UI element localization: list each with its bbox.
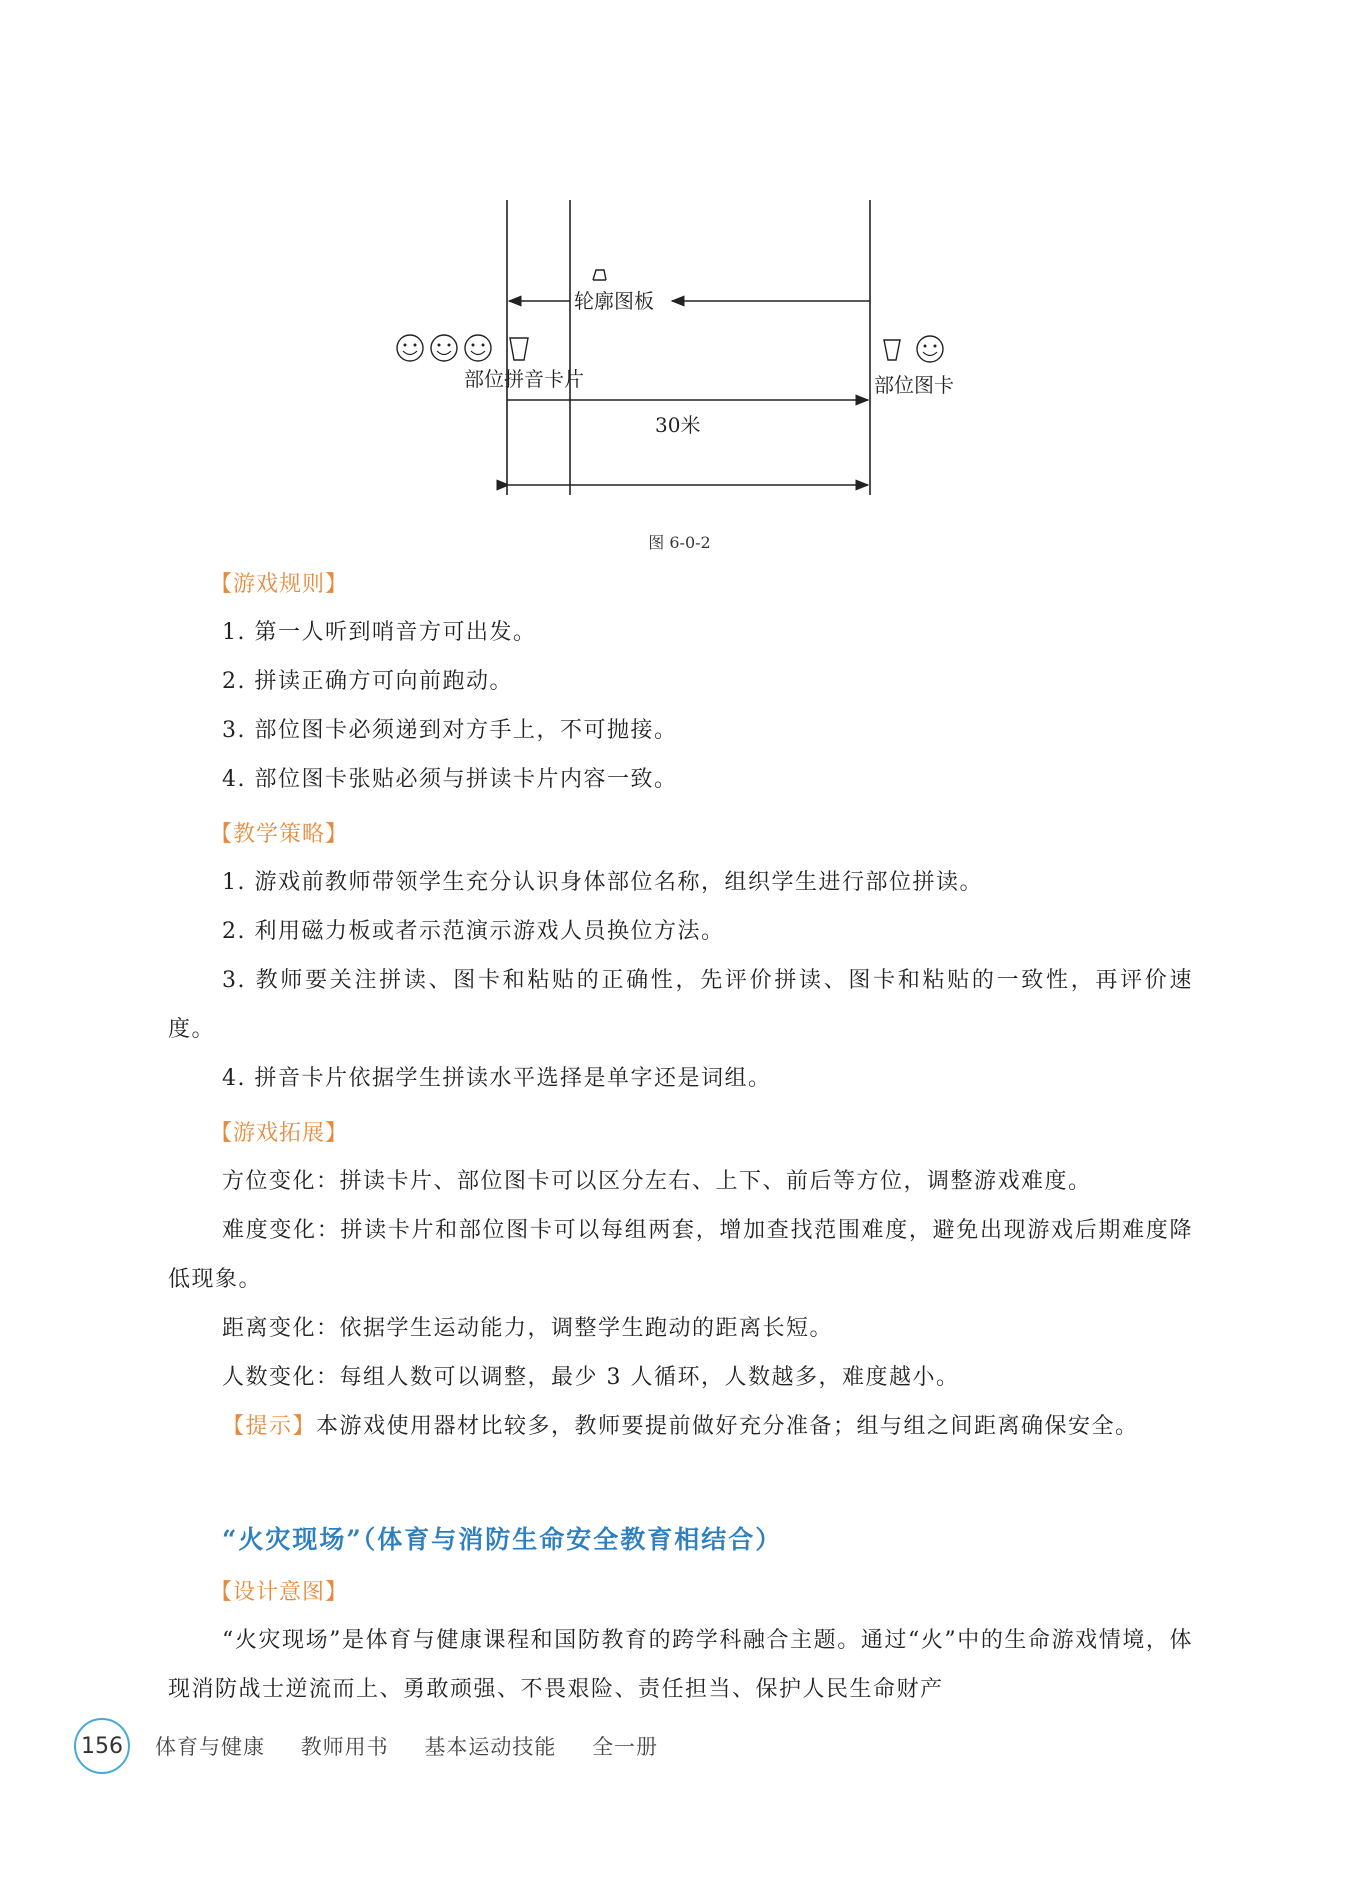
footer-item: 体育与健康 [155,1735,265,1759]
student-icon [431,335,457,361]
field-diagram-svg [390,200,954,510]
list-item: 2. 拼读正确方可向前跑动。 [222,669,513,694]
game-title: “火灾现场”（体育与消防生命安全教育相结合） [222,1525,783,1554]
list-item: 方位变化：拼读卡片、部位图卡可以区分左右、上下、前后等方位，调整游戏难度。 [222,1169,1092,1194]
list-item: 4. 部位图卡张贴必须与拼读卡片内容一致。 [222,767,678,792]
field-diagram [390,200,954,510]
student-icon [465,335,491,361]
student-icon [397,335,423,361]
design-paragraph: “火灾现场”是体育与健康课程和国防教育的跨学科融合主题。通过“火”中的生命游戏情境，体现消防战士逆流而上、勇敢顽强、不畏艰险、责任担当、保护人民生命财产 [168,1628,1193,1702]
list-item: 3. 部位图卡必须递到对方手上，不可抛接。 [222,718,678,743]
tip-text: 本游戏使用器材比较多，教师要提前做好充分准备；组与组之间距离确保安全。 [316,1414,1139,1439]
rules-list [168,608,1193,804]
tip-paragraph [168,1402,1193,1451]
board-icon [593,270,606,280]
footer-item: 基本运动技能 [424,1735,557,1759]
footer-book-info [155,1731,676,1761]
list-item: 1. 游戏前教师带领学生充分认识身体部位名称，组织学生进行部位拼读。 [222,870,983,895]
list-item: 距离变化：依据学生运动能力，调整学生跑动的距离长短。 [222,1316,834,1341]
design-heading: 【设计意图】 [210,1580,349,1605]
list-item: 人数变化：每组人数可以调整，最少 3 人循环，人数越多，难度越小。 [222,1365,960,1390]
figure-caption: 图 6-0-2 [648,533,711,552]
cone-icon [884,340,900,360]
rules-heading: 【游戏规则】 [210,572,349,597]
pinyin-card-label: 部位拼音卡片 [464,367,584,391]
footer-item: 全一册 [592,1735,659,1759]
strategy-list [168,858,1193,1103]
student-icon [917,336,943,362]
page-number: 156 [74,1718,130,1774]
list-item: 难度变化：拼读卡片和部位图卡可以每组两套，增加查找范围难度，避免出现游戏后期难度降低现象。 [168,1218,1193,1292]
strategy-heading: 【教学策略】 [210,822,349,847]
list-item: 4. 拼音卡片依据学生拼读水平选择是单字还是词组。 [222,1066,772,1091]
list-item: 3. 教师要关注拼读、图卡和粘贴的正确性，先评价拼读、图卡和粘贴的一致性，再评价速度。 [168,968,1193,1042]
extension-list [168,1157,1193,1451]
list-item: 2. 利用磁力板或者示范演示游戏人员换位方法。 [222,919,725,944]
distance-label: 30米 [655,413,701,437]
extension-heading: 【游戏拓展】 [210,1121,349,1146]
tip-label: 【提示】 [222,1414,317,1439]
list-item: 1. 第一人听到哨音方可出发。 [222,620,537,645]
footer-item: 教师用书 [300,1735,389,1759]
board-label: 轮廓图板 [574,289,654,313]
cone-icon [510,338,528,360]
picture-card-label: 部位图卡 [874,373,954,397]
